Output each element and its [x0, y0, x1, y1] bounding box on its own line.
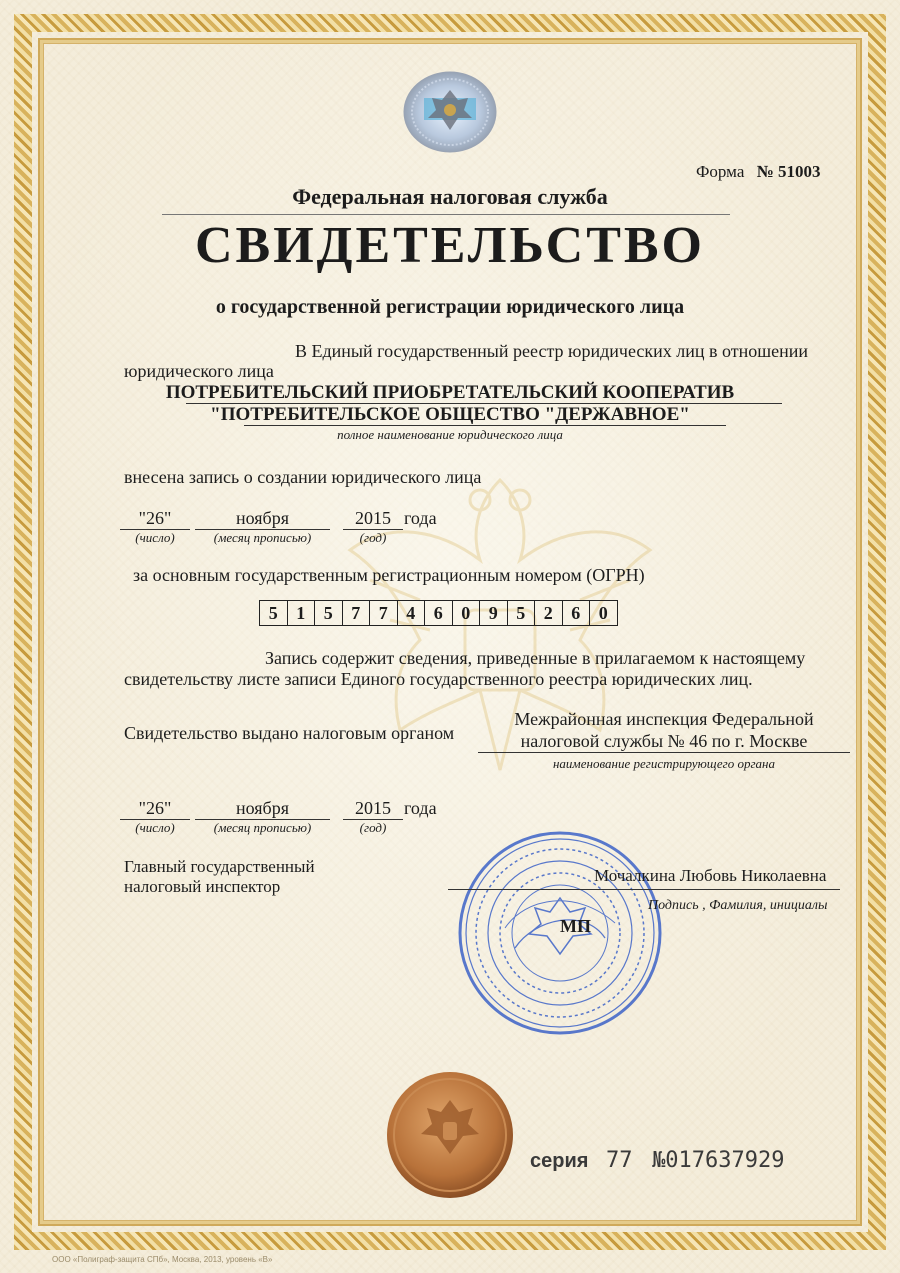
- ogrn-digit: 9: [480, 601, 508, 625]
- agency-underline: [162, 214, 730, 215]
- wax-seal-icon: [385, 1070, 515, 1200]
- document-subtitle: о государственной регистрации юридического лица: [215, 296, 685, 318]
- ogrn-digit: 5: [508, 601, 536, 625]
- date1-suffix: года: [404, 508, 437, 528]
- ogrn-digit: 2: [535, 601, 563, 625]
- ogrn-digit: 6: [425, 601, 453, 625]
- ogrn-digit: 0: [598, 602, 608, 623]
- date1-day-caption: (число): [135, 530, 175, 545]
- date1-year: 2015: [355, 508, 391, 528]
- ogrn-digit: 4: [398, 601, 426, 625]
- document-title: СВИДЕТЕЛЬСТВО: [194, 217, 706, 274]
- ogrn-digit: 5: [260, 601, 288, 625]
- date2-year: 2015: [355, 798, 391, 818]
- printer-note: ООО «Полиграф-защита СПб», Москва, 2013, уровень «В»: [52, 1255, 273, 1264]
- ogrn-label: за основным государственным регистрационным номером (ОГРН): [133, 565, 645, 585]
- record-created-text: внесена запись о создании юридического лица: [124, 467, 482, 487]
- series-label: серия: [530, 1150, 589, 1172]
- date1-day: "26": [138, 508, 172, 528]
- date2-day-caption: (число): [135, 820, 175, 835]
- issuer-line-2: налоговой службы № 46 по г. Москве: [520, 731, 808, 751]
- series-number: №017637929: [652, 1148, 785, 1173]
- form-label-group: [696, 162, 820, 182]
- hologram-emblem-icon: [402, 70, 498, 154]
- inspector-title-line-1: Главный государственный: [124, 857, 315, 876]
- date1-month-caption: (месяц прописью): [213, 530, 312, 545]
- issuer-caption: наименование регистрирующего органа: [552, 756, 775, 771]
- entity-name-underline-2: [244, 425, 726, 426]
- ogrn-digit: 6: [563, 601, 591, 625]
- inspector-name: Мочалкина Любовь Николаевна: [594, 866, 827, 885]
- date2-month-caption: (месяц прописью): [213, 820, 312, 835]
- ogrn-number-box: [259, 600, 618, 626]
- series-group: [530, 1148, 785, 1173]
- inspector-title-line-2: налоговый инспектор: [124, 877, 281, 896]
- ogrn-digit: 5: [315, 601, 343, 625]
- signature-caption: Подпись , Фамилия, инициалы: [648, 898, 828, 913]
- ogrn-digit: 7: [370, 601, 398, 625]
- ogrn-digit: 0: [453, 601, 481, 625]
- intro-line-1: В Единый государственный реестр юридических лиц в отношении: [295, 341, 809, 361]
- entity-name-caption: полное наименование юридического лица: [337, 427, 563, 442]
- ogrn-digit: 1: [288, 601, 316, 625]
- date1-month: ноября: [235, 508, 289, 528]
- date2-suffix: года: [404, 798, 437, 818]
- issued-by-label: Свидетельство выдано налоговым органом: [124, 723, 455, 743]
- form-label: Форма: [696, 162, 745, 181]
- entity-name-line-2: "ПОТРЕБИТЕЛЬСКОЕ ОБЩЕСТВО "ДЕРЖАВНОЕ": [210, 404, 690, 425]
- date2-month: ноября: [235, 798, 289, 818]
- mp-mark: МП: [560, 916, 591, 936]
- issuer-line-1: Межрайонная инспекция Федеральной: [514, 709, 814, 729]
- ogrn-digit: 7: [343, 601, 371, 625]
- form-number: № 51003: [756, 162, 821, 181]
- record-note-line-2: свидетельству листе записи Единого государственного реестра юридических лиц.: [124, 669, 753, 689]
- entity-name-line-1: ПОТРЕБИТЕЛЬСКИЙ ПРИОБРЕТАТЕЛЬСКИЙ КООПЕРАТИВ: [165, 382, 735, 403]
- record-note-line-1: Запись содержит сведения, приведенные в прилагаемом к настоящему: [265, 648, 806, 668]
- date2-day: "26": [138, 798, 172, 818]
- date2-year-caption: (год): [359, 820, 387, 835]
- agency-name: Федеральная налоговая служба: [292, 184, 608, 209]
- issuer-underline: [478, 752, 850, 753]
- series-value: 77: [606, 1148, 633, 1173]
- date1-year-caption: (год): [359, 530, 387, 545]
- intro-line-2: юридического лица: [124, 361, 274, 381]
- signature-line: [448, 889, 840, 890]
